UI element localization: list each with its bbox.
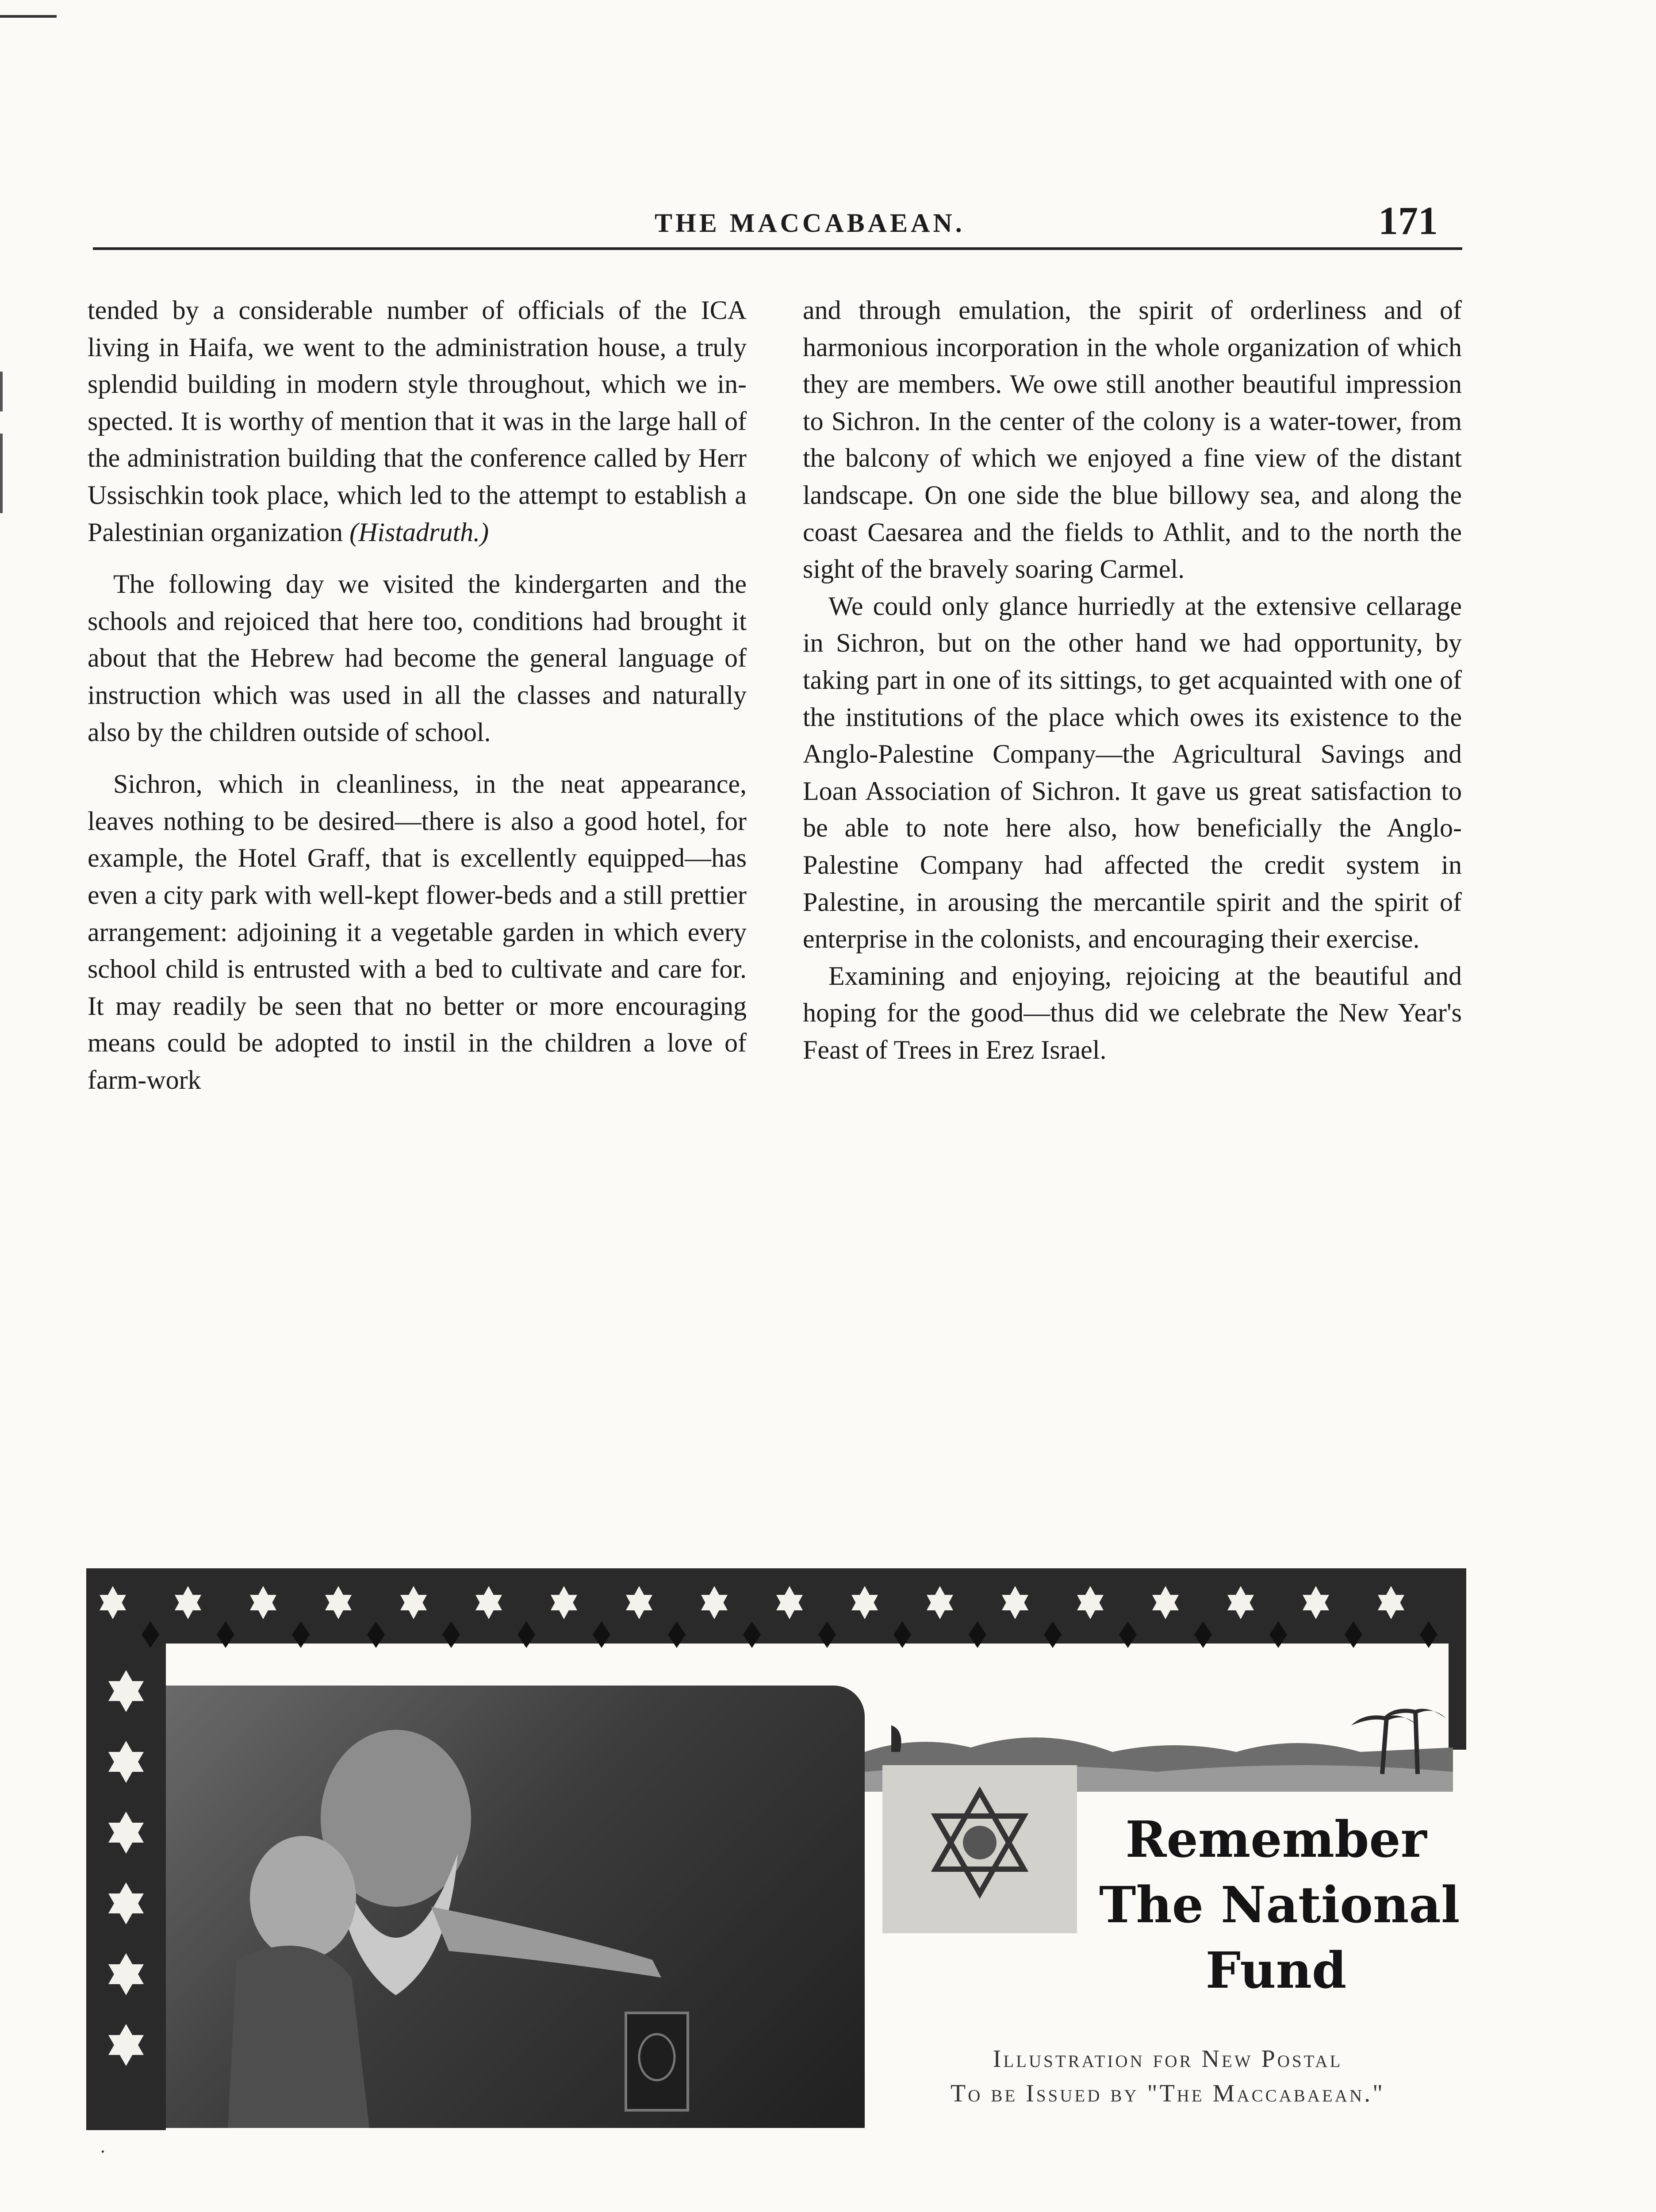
right-column bbox=[803, 292, 1462, 1068]
paragraph bbox=[88, 292, 747, 551]
caption-line: To be Issued by "The Maccabaean." bbox=[951, 2080, 1385, 2107]
slogan-line: The National bbox=[1099, 1876, 1460, 1934]
running-header bbox=[93, 199, 1462, 250]
paragraph-text: tended by a considerable number of officials of the ICA living in Haifa, we went to the administration house, a truly splendid building in modern style throughout, which we inspected. It is worthy of mention that it was in the large hall of the administration building that the conference called by Herr Ussischkin took place, which led to the attempt to establish a Palestinian organization bbox=[88, 296, 747, 547]
caption-line: Illustration for New Postal bbox=[993, 2045, 1343, 2073]
scene-photo bbox=[166, 1686, 865, 2128]
edge-mark bbox=[0, 434, 3, 513]
edge-mark bbox=[0, 372, 3, 411]
national-fund-illustration bbox=[86, 1568, 1466, 2130]
paragraph: The following day we visited the kindergarten and the schools and rejoiced that here too, conditions had brought it about that the Hebrew had become the general language of instruction which was used in all the classes and naturally also by the children outside of school. bbox=[88, 569, 747, 747]
paragraph: and through emulation, the spirit of orderliness and of harmonious incorporation in the whole organization of which they are members. We owe still another beautiful impression to Sichron. In the center of the colony is a water-tower, from the balcony of which we enjoyed a fine view of the distant landscape. On one side the blue billowy sea, and along the coast Caesarea and the fields to Athlit, and to the north the sight of the bravely soaring Carmel. bbox=[803, 296, 1462, 584]
star-of-david-emblem bbox=[882, 1765, 1077, 1933]
italic-term: (Histadruth.) bbox=[349, 517, 489, 547]
remember-national-fund-slogan bbox=[1099, 1807, 1460, 2004]
corner-rule bbox=[0, 15, 57, 18]
running-title: THE MACCABAEAN. bbox=[655, 208, 965, 238]
page-number: 171 bbox=[1378, 199, 1438, 243]
elder-and-child-image bbox=[166, 1686, 865, 2128]
illustration-caption bbox=[869, 2042, 1466, 2111]
stray-print-mark: · bbox=[100, 2141, 106, 2162]
header-rule bbox=[93, 247, 1462, 250]
paragraph: Examining and enjoying, rejoicing at the beautiful and hoping for the good—thus did we celebrate the New Year's Feast of Trees in Erez Israel. bbox=[803, 961, 1462, 1064]
slogan-line: Remember bbox=[1125, 1811, 1427, 1869]
paragraph: We could only glance hurriedly at the extensive cellarage in Sichron, but on the other hand we had opportunity, by taking part in one of its sittings, to get acquainted with one of the institutions of the place which owes its existence to the Anglo-Palestine Company—the Agricultural Savings and Loan Association of Sichron. It gave us great satisfaction to be able to note here also, how beneficially the Anglo-Palestine Company had affected the credit system in Palestine, in arousing the mercantile spirit and the spirit of enterprise in the colonists, and encouraging their exercise. bbox=[803, 591, 1462, 954]
slogan-line: Fund bbox=[1205, 1942, 1347, 2000]
paragraph: Sichron, which in cleanliness, in the neat appearance, leaves nothing to be desired—there is also a good hotel, for example, the Hotel Graff, that is excellently equipped—has even a city park with well-kept flower-beds and a still prettier arrangement: adjoining it a vegetable garden in which every school child is entrusted with a bed to cultivate and care for. It may readily be seen that no better or more encouraging means could be adopted to instil in the children a love of farm-work bbox=[88, 769, 747, 1094]
left-column bbox=[88, 292, 747, 1098]
